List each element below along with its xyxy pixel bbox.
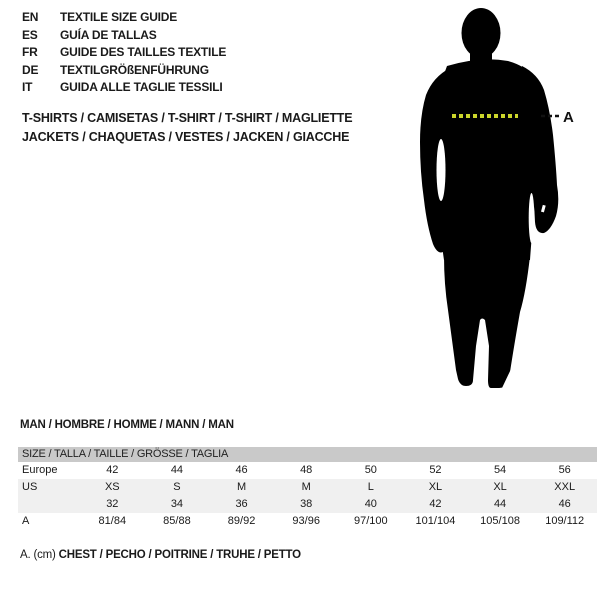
measurement-footnote (20, 549, 301, 561)
table-row-us-numeric (18, 496, 597, 513)
language-label: GUIDA ALLE TAGLIE TESSILI (60, 80, 223, 94)
category-line-jackets: JACKETS / CHAQUETAS / VESTES / JACKEN / GIACCHE (22, 130, 350, 144)
language-row-it (22, 79, 226, 97)
footnote-prefix: A. (cm) (20, 549, 56, 561)
table-cell: 54 (493, 464, 507, 476)
language-code: EN (22, 10, 39, 24)
size-table (18, 447, 597, 530)
table-cell: 46 (235, 464, 248, 476)
measure-label-a: A (563, 109, 574, 126)
table-cell: XL (428, 481, 443, 493)
table-cell: 48 (300, 464, 313, 476)
row-label: US (22, 481, 38, 493)
table-cell: 105/108 (480, 515, 520, 527)
table-cell: 42 (429, 498, 442, 510)
man-silhouette-image (400, 0, 585, 400)
table-cell: 46 (558, 498, 571, 510)
table-cell: L (367, 481, 374, 493)
silhouette-right-hand (537, 195, 555, 227)
table-row-europe (18, 462, 597, 479)
table-cell: 85/88 (163, 515, 191, 527)
table-cell: 32 (106, 498, 119, 510)
table-cell: 81/84 (98, 515, 127, 527)
language-label: GUIDE DES TAILLES TEXTILE (60, 45, 227, 59)
man-silhouette-figure (400, 0, 585, 400)
row-label: A (22, 515, 30, 527)
table-cell: 101/104 (415, 515, 456, 527)
language-row-en (22, 9, 226, 27)
armpit-gap (437, 139, 446, 201)
language-row-es (22, 27, 226, 45)
table-row-chest-a (18, 513, 597, 530)
table-cell: 89/92 (227, 515, 256, 527)
table-cell: 42 (106, 464, 119, 476)
table-cell: 38 (300, 498, 313, 510)
table-cell: M (236, 481, 247, 493)
arm-body-gap (529, 193, 535, 243)
language-row-fr (22, 44, 226, 62)
table-cell: XL (493, 481, 507, 493)
table-cell: 52 (429, 464, 442, 476)
table-cell: XXL (554, 481, 576, 493)
section-title-man: MAN / HOMBRE / HOMME / MANN / MAN (20, 419, 234, 431)
size-table-header: SIZE / TALLA / TAILLE / GRÖSSE / TAGLIA (18, 447, 597, 462)
table-cell: 93/96 (292, 515, 320, 527)
footnote-text: CHEST / PECHO / POITRINE / TRUHE / PETTO (58, 549, 301, 561)
table-row-us (18, 479, 597, 496)
language-code: DE (22, 62, 39, 77)
table-cell: XS (104, 481, 120, 493)
table-cell: 44 (170, 464, 184, 476)
table-cell: 36 (235, 498, 248, 510)
silhouette-legs (444, 256, 530, 388)
row-label (18, 496, 80, 513)
language-code: ES (22, 27, 38, 42)
table-cell: 44 (493, 498, 507, 510)
language-label: GUÍA DE TALLAS (60, 27, 157, 42)
table-cell: M (301, 481, 311, 493)
table-cell: 97/100 (353, 515, 388, 527)
language-code: FR (22, 45, 38, 59)
table-cell: 40 (364, 498, 377, 510)
category-line-tshirts: T-SHIRTS / CAMISETAS / T-SHIRT / T-SHIRT / MAGLIETTE (22, 111, 353, 125)
table-cell: 56 (558, 464, 571, 476)
language-label: TEXTILE SIZE GUIDE (60, 10, 178, 24)
language-label: TEXTILGRÖßENFÜHRUNG (60, 62, 209, 77)
language-list (22, 9, 226, 97)
row-label: Europe (22, 464, 58, 476)
garment-categories (22, 109, 352, 147)
table-cell: 34 (170, 498, 184, 510)
language-row-de (22, 62, 226, 80)
table-cell: S (173, 481, 181, 493)
language-code: IT (22, 80, 33, 94)
table-cell: 109/112 (545, 515, 585, 527)
table-cell: 50 (364, 464, 377, 476)
